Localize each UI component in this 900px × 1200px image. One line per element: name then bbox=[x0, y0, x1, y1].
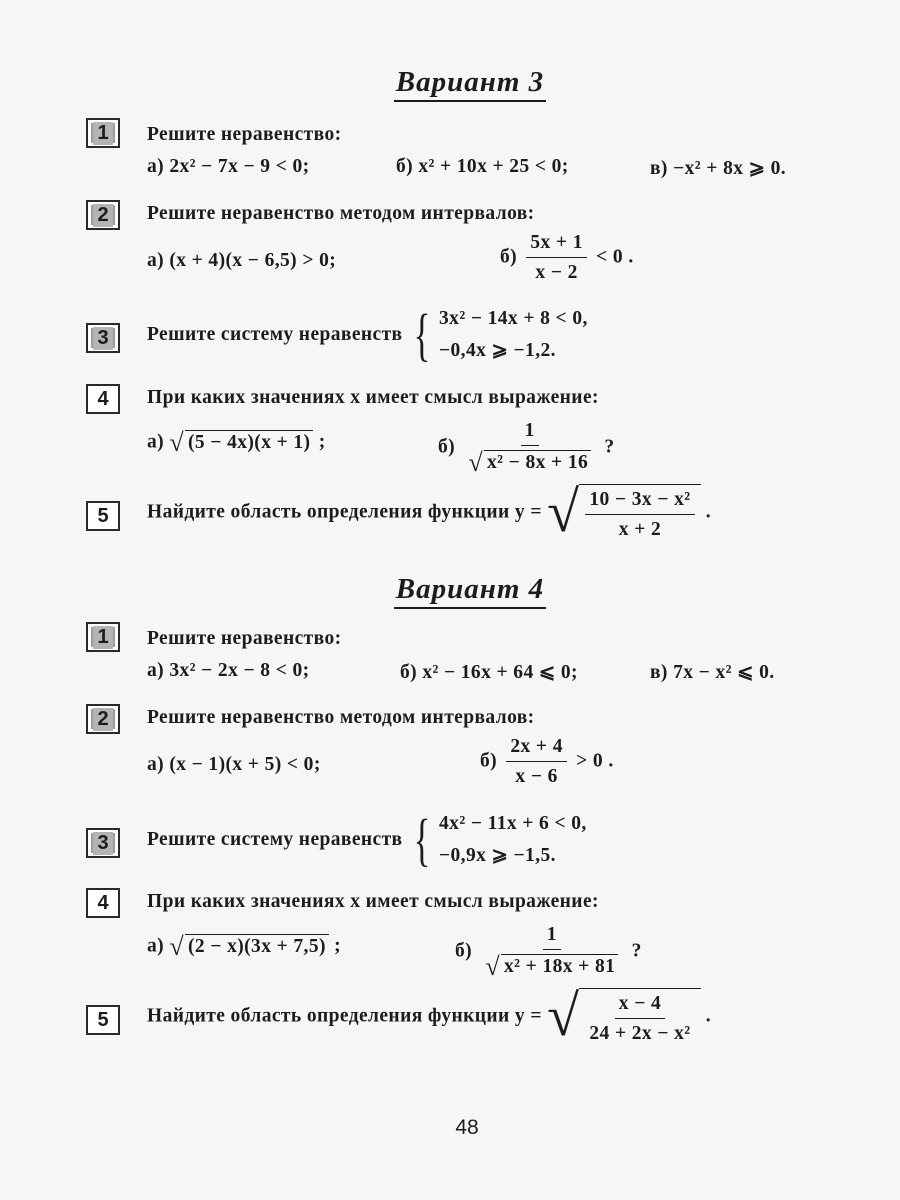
option-a: а) 3x² − 2x − 8 < 0; bbox=[147, 660, 310, 681]
radicand: x² + 18x + 81 bbox=[501, 954, 618, 980]
task-prompt: При каких значениях x имеет смысл выражение: bbox=[147, 891, 599, 912]
system-row-2: −0,4x ⩾ −1,2. bbox=[439, 340, 556, 361]
task-number: 2 bbox=[93, 204, 112, 227]
option-a bbox=[147, 934, 341, 960]
task-number-badge bbox=[86, 828, 120, 858]
task-number: 5 bbox=[97, 1008, 109, 1031]
square-root bbox=[169, 934, 329, 960]
task-number-badge bbox=[86, 888, 120, 918]
fraction bbox=[585, 489, 694, 541]
brace-icon: { bbox=[413, 302, 431, 367]
option-b bbox=[480, 736, 614, 788]
fraction bbox=[464, 420, 595, 476]
task-number: 3 bbox=[93, 832, 112, 855]
option-b: б) x² + 10x + 25 < 0; bbox=[396, 156, 569, 177]
task-number: 1 bbox=[93, 122, 112, 145]
numerator: 5x + 1 bbox=[526, 232, 587, 258]
separator: ; bbox=[334, 935, 342, 957]
numerator: 1 bbox=[521, 420, 539, 446]
radical-icon: √ bbox=[169, 428, 184, 457]
option-label: б) bbox=[480, 750, 498, 772]
task-number: 4 bbox=[97, 891, 109, 914]
square-root bbox=[547, 479, 700, 544]
system-row-1: 3x² − 14x + 8 < 0, bbox=[439, 308, 588, 329]
radical-icon: √ bbox=[547, 479, 580, 544]
denominator: x − 2 bbox=[535, 262, 578, 283]
system-rows bbox=[439, 308, 588, 362]
option-label: а) bbox=[147, 431, 165, 453]
task-number: 3 bbox=[93, 327, 112, 350]
task-prompt: Решите систему неравенств bbox=[147, 324, 403, 345]
task-prompt: Решите неравенство методом интервалов: bbox=[147, 707, 535, 728]
fraction bbox=[585, 993, 694, 1045]
variant-4-title-text: Вариант 4 bbox=[394, 573, 546, 609]
task-prompt: Решите неравенство: bbox=[147, 628, 342, 649]
denominator: x + 2 bbox=[618, 519, 662, 540]
inequality-tail: > 0 . bbox=[576, 750, 614, 772]
denominator bbox=[481, 950, 622, 980]
brace-icon: { bbox=[413, 807, 431, 872]
option-c: в) −x² + 8x ⩾ 0. bbox=[650, 158, 787, 179]
numerator: 1 bbox=[543, 924, 561, 950]
system-row-2: −0,9x ⩾ −1,5. bbox=[439, 845, 556, 866]
radical-icon: √ bbox=[468, 448, 483, 477]
option-label: б) bbox=[438, 436, 456, 458]
numerator: x − 4 bbox=[615, 993, 665, 1019]
function-line bbox=[147, 479, 712, 544]
option-b bbox=[500, 232, 634, 284]
square-root bbox=[547, 983, 700, 1048]
fraction bbox=[526, 232, 587, 284]
fraction bbox=[506, 736, 567, 788]
task-number-badge bbox=[86, 1005, 120, 1035]
denominator bbox=[464, 446, 595, 476]
task-number: 5 bbox=[97, 504, 109, 527]
inequality-system bbox=[408, 807, 587, 872]
radicand: (2 − x)(3x + 7,5) bbox=[185, 934, 329, 960]
task-number-badge bbox=[86, 323, 120, 353]
option-b bbox=[438, 420, 615, 476]
option-a bbox=[147, 430, 326, 456]
radicand: (5 − 4x)(x + 1) bbox=[185, 430, 313, 456]
square-root bbox=[169, 430, 313, 456]
square-root bbox=[485, 954, 618, 980]
radical-icon: √ bbox=[169, 932, 184, 961]
task-number-badge bbox=[86, 118, 120, 148]
question-mark: ? bbox=[631, 940, 642, 962]
option-label: б) bbox=[500, 246, 518, 268]
variant-4-title bbox=[0, 573, 900, 609]
period: . bbox=[705, 501, 712, 523]
separator: ; bbox=[318, 431, 326, 453]
task-number-badge bbox=[86, 704, 120, 734]
system-line bbox=[147, 302, 588, 367]
numerator: 2x + 4 bbox=[506, 736, 567, 762]
numerator: 10 − 3x − x² bbox=[585, 489, 694, 515]
option-a: а) (x + 4)(x − 6,5) > 0; bbox=[147, 250, 337, 271]
denominator: x − 6 bbox=[515, 766, 558, 787]
variant-3-title bbox=[0, 66, 900, 102]
radical-icon: √ bbox=[547, 983, 580, 1048]
task-prompt: Найдите область определения функции y = bbox=[147, 1005, 542, 1027]
task-prompt: Решите неравенство: bbox=[147, 124, 342, 145]
option-b: б) x² − 16x + 64 ⩽ 0; bbox=[400, 662, 578, 683]
system-line bbox=[147, 807, 587, 872]
task-number: 4 bbox=[97, 387, 109, 410]
page-number: 48 bbox=[455, 1116, 479, 1139]
inequality-system bbox=[408, 302, 588, 367]
function-line bbox=[147, 983, 712, 1048]
task-prompt: Решите неравенство методом интервалов: bbox=[147, 203, 535, 224]
option-a: а) 2x² − 7x − 9 < 0; bbox=[147, 156, 310, 177]
period: . bbox=[705, 1005, 712, 1027]
option-label: а) bbox=[147, 935, 165, 957]
option-c: в) 7x − x² ⩽ 0. bbox=[650, 662, 775, 683]
denominator: 24 + 2x − x² bbox=[589, 1023, 691, 1044]
task-number-badge bbox=[86, 501, 120, 531]
variant-3-title-text: Вариант 3 bbox=[394, 66, 546, 102]
radical-icon: √ bbox=[485, 952, 500, 981]
radicand bbox=[579, 988, 700, 1045]
square-root bbox=[468, 450, 591, 476]
radicand bbox=[579, 484, 700, 541]
task-prompt: Найдите область определения функции y = bbox=[147, 501, 542, 523]
task-number: 2 bbox=[93, 708, 112, 731]
option-label: б) bbox=[455, 940, 473, 962]
system-rows bbox=[439, 813, 587, 867]
inequality-tail: < 0 . bbox=[596, 246, 634, 268]
task-prompt: При каких значениях x имеет смысл выражение: bbox=[147, 387, 599, 408]
task-number: 1 bbox=[93, 626, 112, 649]
question-mark: ? bbox=[604, 436, 615, 458]
task-number-badge bbox=[86, 200, 120, 230]
option-a: а) (x − 1)(x + 5) < 0; bbox=[147, 754, 321, 775]
option-b bbox=[455, 924, 642, 980]
system-row-1: 4x² − 11x + 6 < 0, bbox=[439, 813, 587, 834]
task-number-badge bbox=[86, 384, 120, 414]
task-number-badge bbox=[86, 622, 120, 652]
task-prompt: Решите систему неравенств bbox=[147, 829, 403, 850]
radicand: x² − 8x + 16 bbox=[484, 450, 591, 476]
fraction bbox=[481, 924, 622, 980]
